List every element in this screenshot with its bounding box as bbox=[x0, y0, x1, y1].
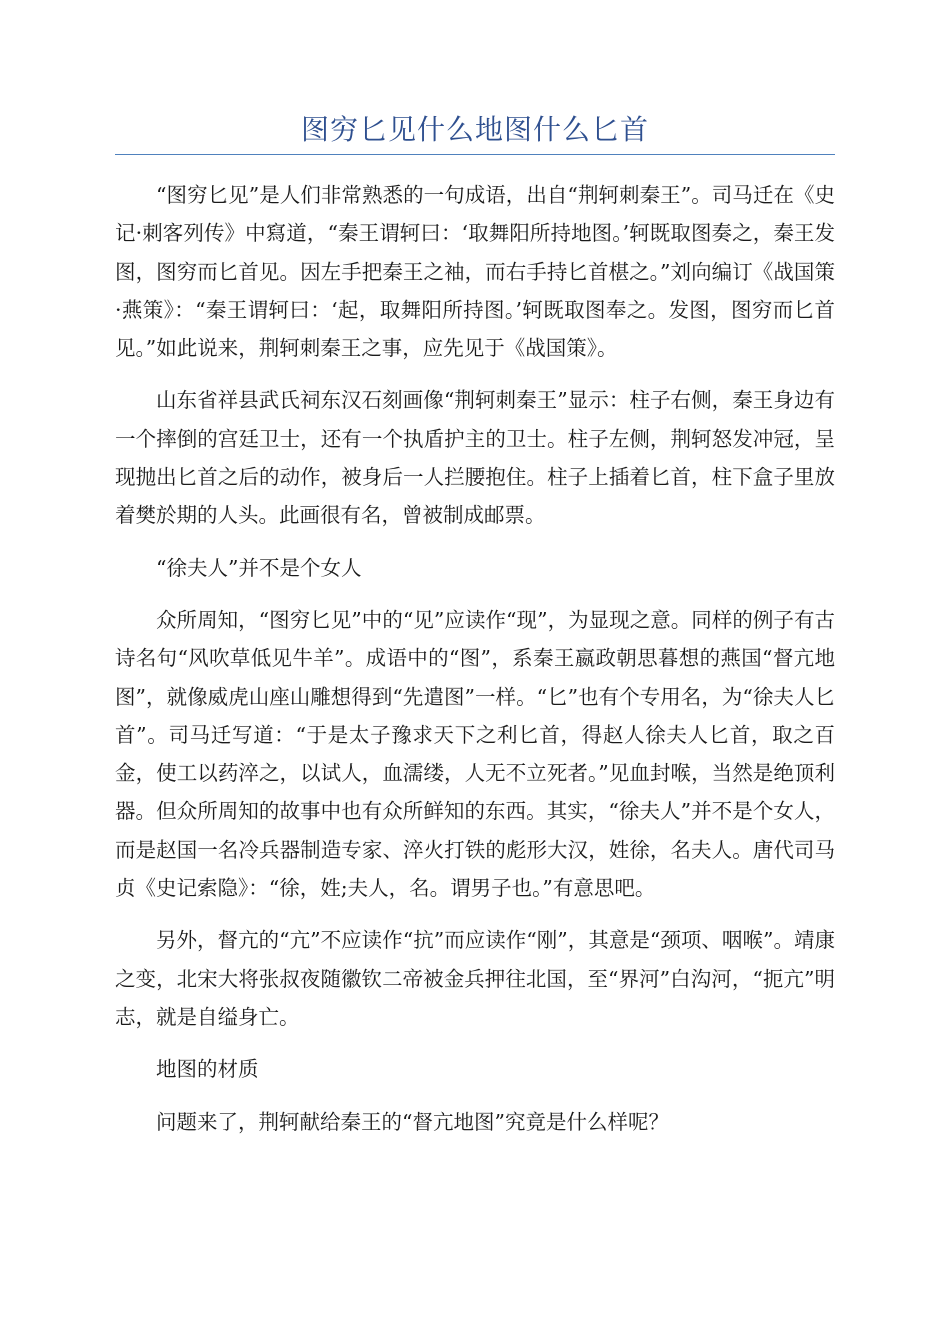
title-block bbox=[115, 110, 835, 155]
paragraph-stone-carving: 山东省祥县武氏祠东汉石刻画像“荆轲刺秦王”显示：柱子右侧，秦王身边有一个摔倒的宫廷卫士，还有一个执盾护主的卫士。柱子左侧，荆轲怒发冲冠，呈现抛出匕首之后的动作，被身后一人拦腰抱住。柱子上插着匕首，柱下盒子里放着樊於期的人头。此画很有名，曾被制成邮票。 bbox=[115, 388, 835, 528]
article-body bbox=[115, 176, 835, 1155]
page-title: 图穷匕见什么地图什么匕首 bbox=[300, 113, 649, 146]
paragraph-xu-furen: 众所周知，“图穷匕见”中的“见”应读作“现”，为显现之意。同样的例子有古诗名句“风吹草低见牛羊”。成语中的“图”，系秦王嬴政朝思暮想的燕国“督亢地图”，就像威虎山座山雕想得到“先遣图”一样。“匕”也有个专用名，为“徐夫人匕首”。司马迁写道：“于是太子豫求天下之利匕首，得赵人徐夫人匕首，取之百金，使工以药淬之，以试人，血濡缕，人无不立死者。”见血封喉，当然是绝顶利器。但众所周知的故事中也有众所鲜知的东西。其实，“徐夫人”并不是个女人，而是赵国一名冷兵器制造专家、淬火打铁的彪形大汉，姓徐，名夫人。唐代司马贞《史记索隐》：“徐，姓;夫人，名。谓男子也。”有意思吧。 bbox=[115, 607, 835, 901]
paragraph-dukang: 另外，督亢的“亢”不应读作“抗”而应读作“刚”，其意是“颈项、咽喉”。靖康之变，北宋大将张叔夜随徽钦二帝被金兵押往北国，至“界河”白沟河，“扼亢”明志，就是自缢身亡。 bbox=[115, 928, 835, 1029]
paragraph-question: 问题来了，荆轲献给秦王的“督亢地图”究竟是什么样呢？ bbox=[156, 1109, 669, 1134]
section-heading-xu-furen: “徐夫人”并不是个女人 bbox=[156, 555, 362, 580]
section-heading-map-material: 地图的材质 bbox=[156, 1057, 259, 1082]
paragraph-intro: “图穷匕见”是人们非常熟悉的一句成语，出自“荆轲刺秦王”。司马迁在《史记·刺客列传》中寫道，“秦王谓轲曰：‘取舞阳所持地图。’轲既取图奏之，秦王发图，图穷而匕首见。因左手把秦王之袖，而右手持匕首椹之。”刘向编订《战国策·燕策》：“秦王谓轲曰：‘起，取舞阳所持图。’轲既取图奉之。发图，图穷而匕首见。”如此说来，荆轲刺秦王之事，应先见于《战国策》。 bbox=[115, 183, 835, 361]
